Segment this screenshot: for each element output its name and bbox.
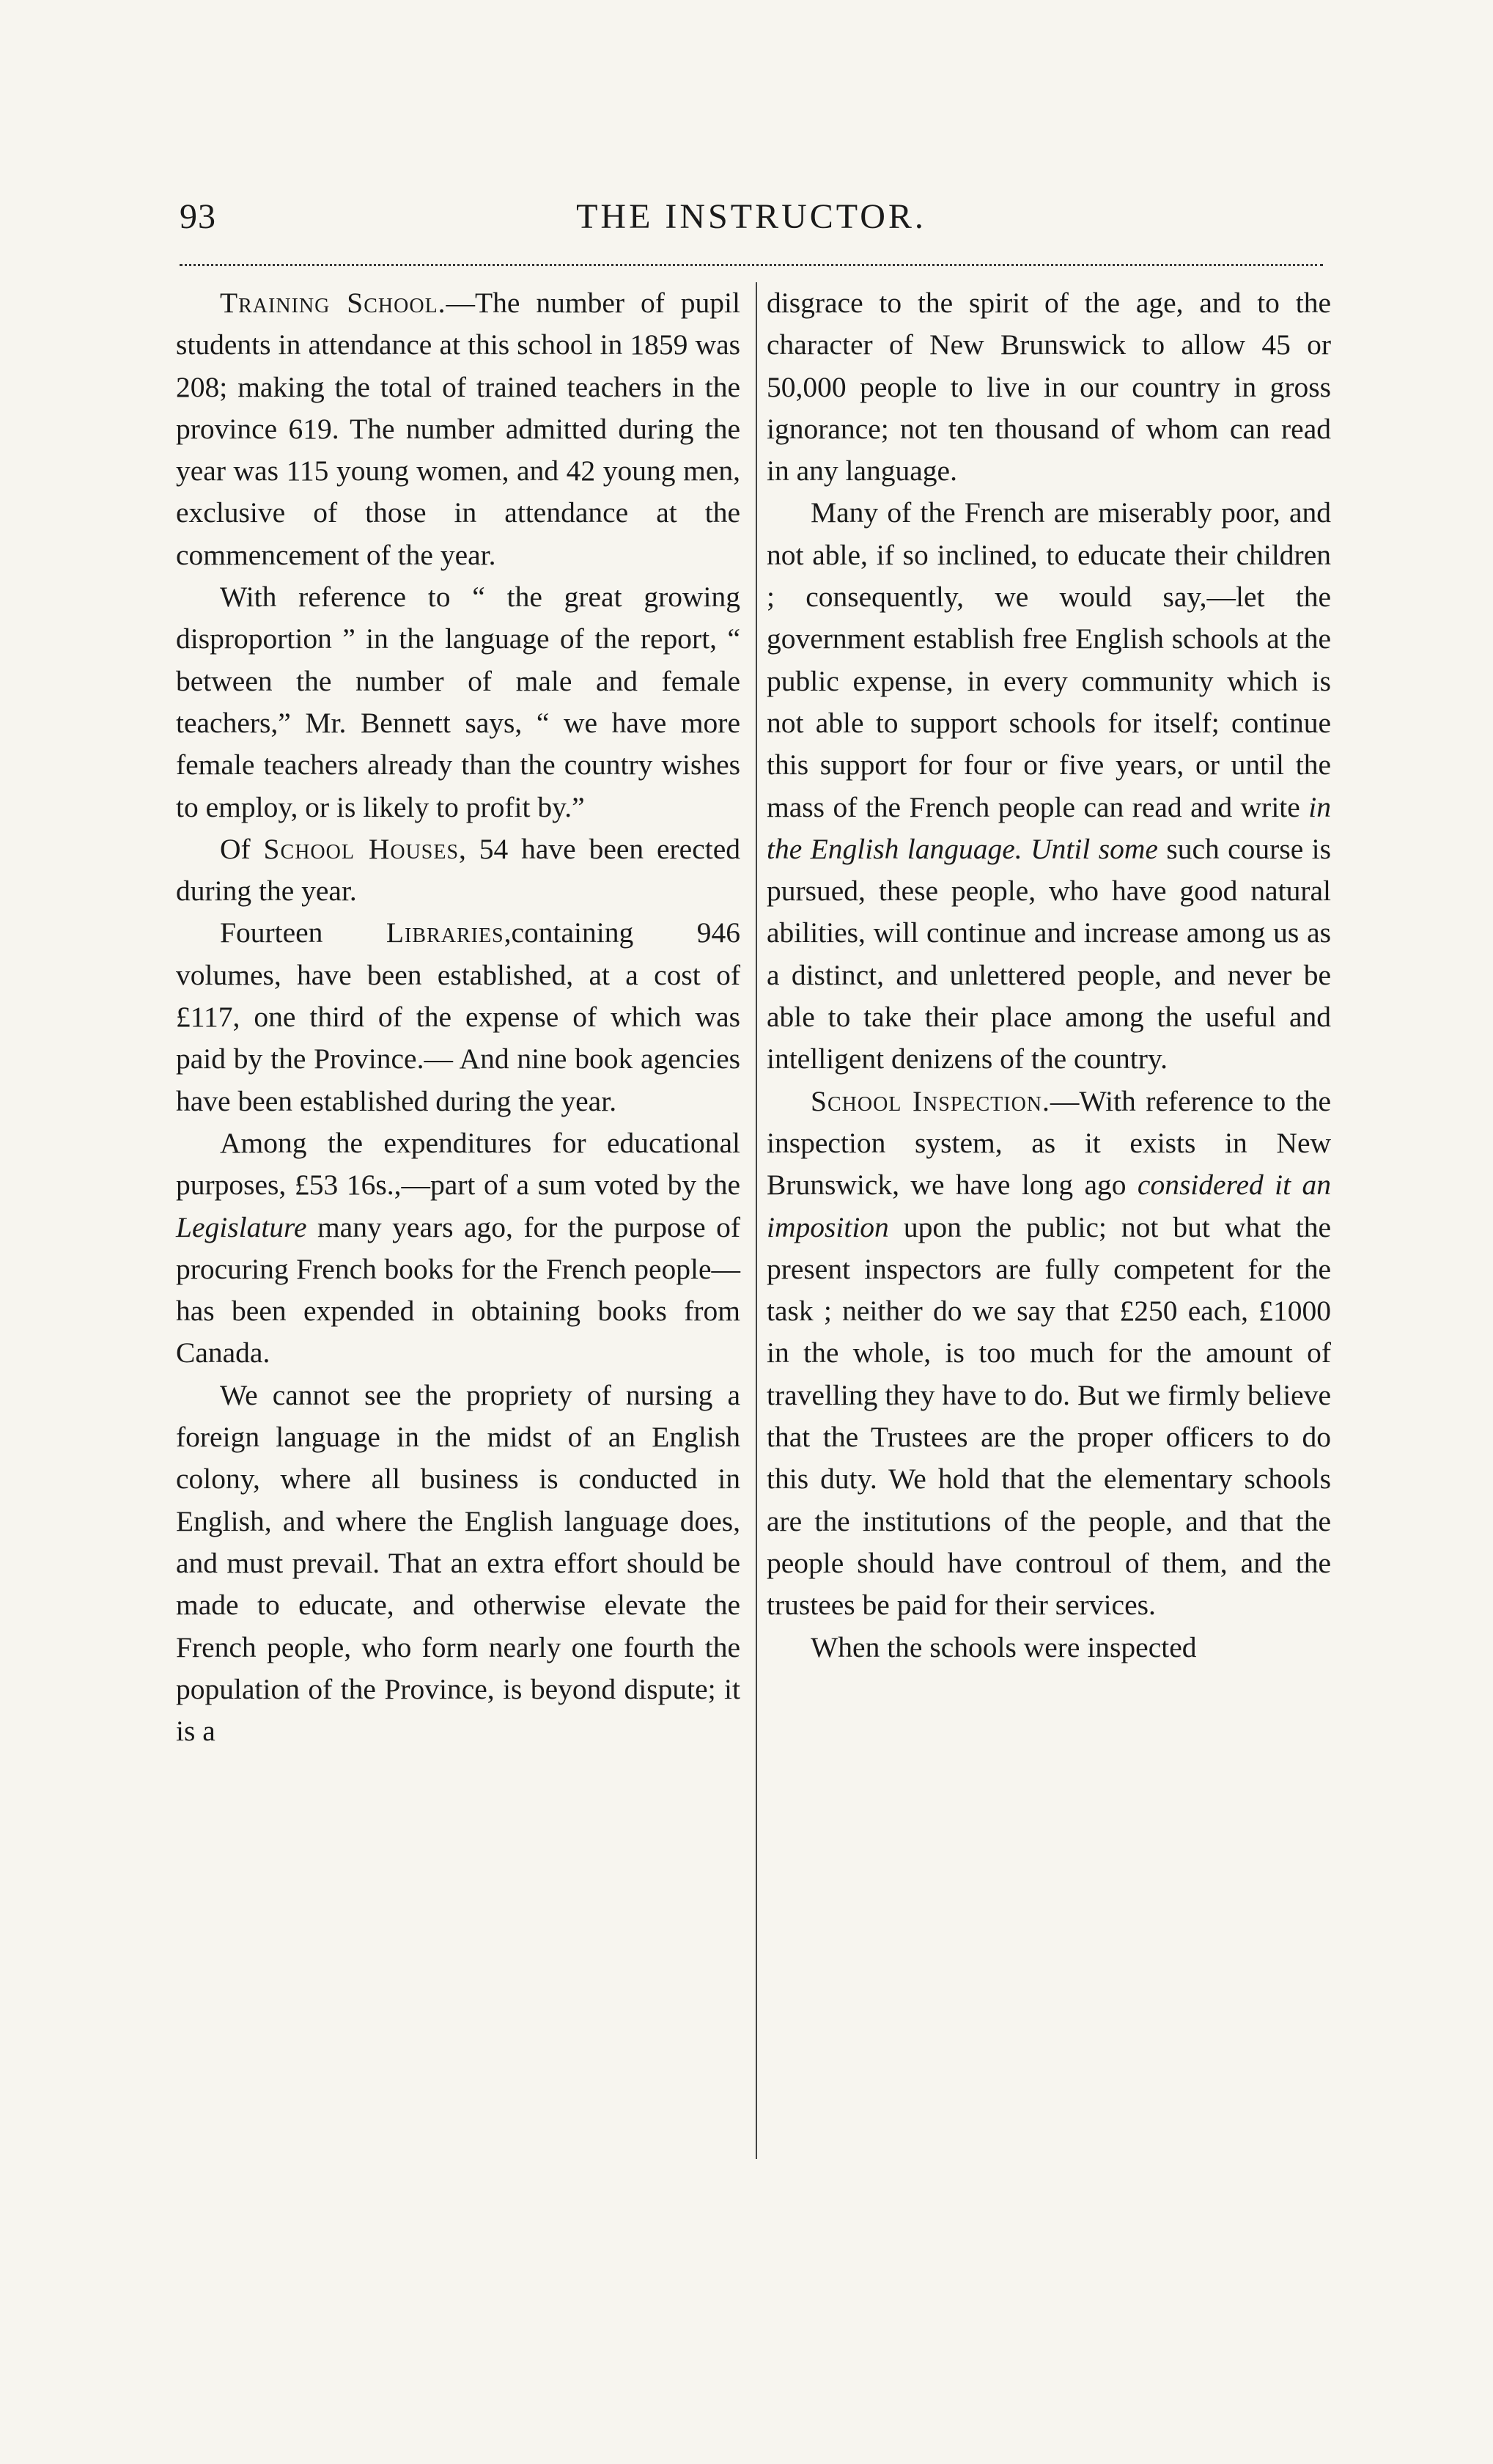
paragraph-libraries [176,912,740,1122]
paragraph-text: When the schools were inspected [811,1630,1197,1663]
paragraph-schools-inspected [767,1627,1331,1669]
page-number: 93 [180,197,216,236]
paragraph-text: ,containing 946 volumes, have been established, at a cost of £117, one third of the expense of which was paid by the Province.— And nine book agencies have been established during the year. [176,916,740,1117]
italic-text: considered it an imposition [767,1169,1331,1243]
paragraph-lead: Of [220,832,264,865]
header-rule [180,264,1323,266]
paragraph-text: such course is pursued, these people, who have good natural abilities, will continue and increase among us as a distinct, and unlettered people, and never be able to take their place among the useful and intelligent denizens of the country. [767,832,1332,1075]
paragraph-text: many years ago, for the purpose of procuring French books for the French people—has been expended in obtaining books from Canada. [176,1210,740,1369]
running-title: THE INSTRUCTOR. [576,197,926,236]
right-column [767,282,1331,1669]
left-column [176,282,740,1752]
heading-school-houses: School Houses [263,832,460,865]
paragraph-french-poor [767,492,1331,1080]
paragraph-text: We cannot see the propriety of nursing a foreign language in the midst of an English colony, where all business is conducted in English, and where the English language does, and must prevail. That an extra effort should be made to educate, and otherwise elevate the French people, who form nearly one fourth the population of the Province, is beyond dispute; it is a [176,1378,740,1748]
paragraph-training-school [176,282,740,576]
italic-text: in the English language. Until some [767,790,1331,865]
paragraph-text: disgrace to the spirit of the age, and to the character of New Brunswick to allow 45 or 50,000 people to live in our country in gross ignorance; not ten thousand of whom can read in any language. [767,287,1331,488]
paragraph-text: Among the expenditures for educational purposes, £53 16s.,—part of a sum voted by the [176,1126,740,1202]
column-divider [756,282,757,2159]
page-header [180,196,1323,240]
heading-training-school: Training School. [220,287,446,319]
paragraph-foreign-language [176,1375,740,1753]
paragraph-text: —With reference to the inspection system, as it exists in New Brunswick, we have long ago [767,1084,1331,1202]
paragraph-text: Many of the French are miserably poor, and not able, if so inclined, to educate their children ; consequently, we would say,—let the government establish free English schools at the public expense, in every community which is not able to support schools for itself; continue this support for four or five years, or until the mass of the French people can read and write [767,496,1331,823]
paragraph-lead: Fourteen [220,916,386,949]
heading-libraries: Libraries [386,916,504,949]
paragraph-expenditures [176,1122,740,1375]
paragraph-text: , 54 have been erected during the year. [176,832,741,908]
paragraph-text: upon the public; not but what the present inspectors are fully competent for the task ; neither do we say that £250 each, £1000 in the whole, is too much for the amount of travelling they have to do. But we firmly believe that the Trustees are the proper officers to do this duty. We hold that the elementary schools are the institutions of the people, and that the people should have controul of them, and the trustees be paid for their services. [767,1210,1331,1622]
paragraph-text: With reference to “ the great growing disproportion ” in the language of the report, “ between the number of male and female teachers,” Mr. Bennett says, “ we have more female teachers already than the country wishes to employ, or is likely to profit by.” [176,581,740,823]
paragraph-disproportion [176,576,740,828]
paragraph-text: —The number of pupil students in attendance at this school in 1859 was 208; making the total of trained teachers in the province 619. The number admitted during the year was 115 young women, and 42 young men, exclusive of those in attendance at the commencement of the year. [176,287,740,571]
paragraph-school-houses [176,828,740,913]
paragraph-school-inspection [767,1081,1331,1627]
italic-text: Legislature [176,1210,307,1243]
paragraph-continuation [767,282,1331,492]
heading-school-inspection: School Inspection. [811,1084,1050,1117]
